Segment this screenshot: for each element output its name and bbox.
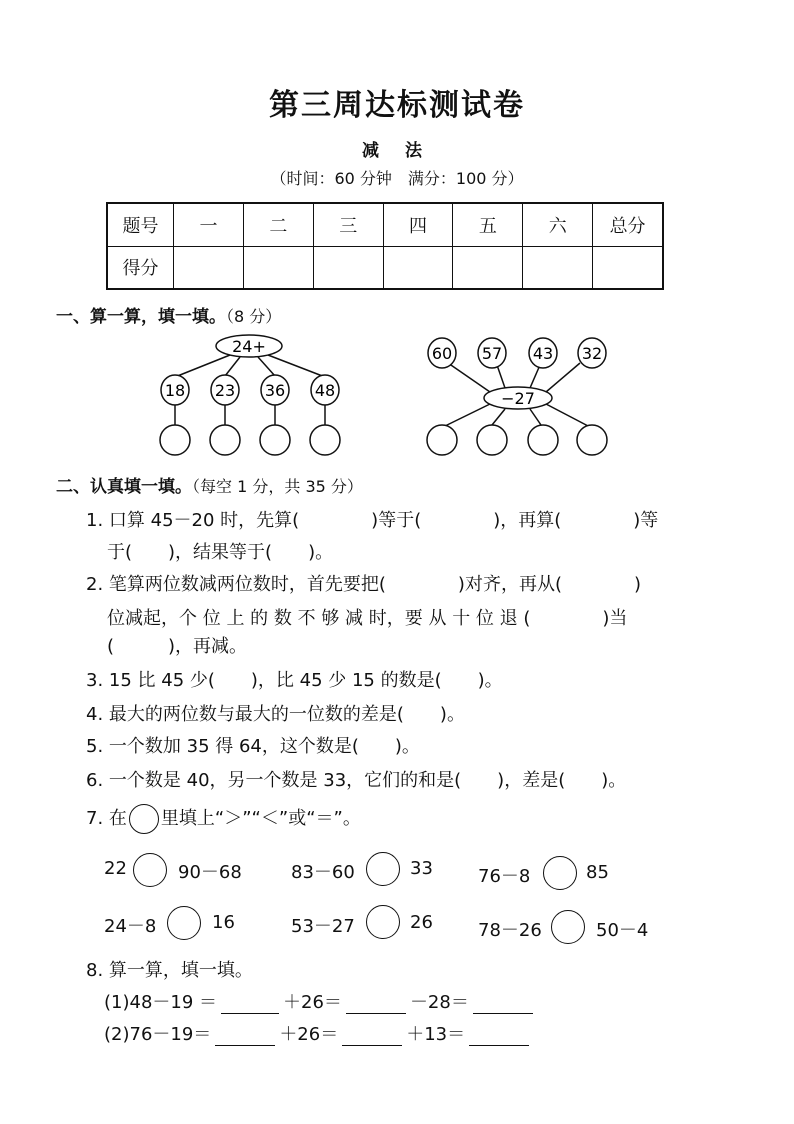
compare-left: 76－8 bbox=[478, 866, 531, 887]
score-header-cell: 五 bbox=[453, 203, 523, 246]
input-number: 57 bbox=[481, 344, 503, 363]
question-6: 6. 一个数是 40，另一个数是 33，它们的和是( )，差是( )。 bbox=[86, 770, 627, 791]
answer-circle[interactable] bbox=[210, 425, 240, 455]
section1-heading-text: 一、算一算，填一填。 bbox=[56, 307, 226, 327]
answer-circle[interactable] bbox=[160, 425, 190, 455]
compare-circle[interactable] bbox=[133, 853, 167, 887]
compare-circle[interactable] bbox=[551, 910, 585, 944]
answer-circle[interactable] bbox=[577, 425, 607, 455]
question-7 bbox=[86, 804, 361, 834]
score-header-cell: 六 bbox=[523, 203, 593, 246]
answer-circle[interactable] bbox=[310, 425, 340, 455]
section1-points: （8 分） bbox=[226, 307, 282, 326]
question-2-line3: ( )，再减。 bbox=[107, 636, 248, 657]
score-header-cell: 二 bbox=[243, 203, 313, 246]
operator-label: −27 bbox=[501, 389, 535, 408]
input-number: 60 bbox=[431, 344, 453, 363]
compare-left: 78－26 bbox=[478, 920, 542, 941]
calc-expression: (2)76－19＝ bbox=[104, 1024, 212, 1045]
calc-operation: ＋13＝ bbox=[406, 1024, 466, 1045]
input-number: 32 bbox=[581, 344, 603, 363]
answer-blank[interactable] bbox=[221, 995, 279, 1014]
question-8: 8. 算一算，填一填。 bbox=[86, 960, 253, 981]
answer-circle[interactable] bbox=[427, 425, 457, 455]
input-number: 36 bbox=[264, 381, 286, 400]
operator-label: 24+ bbox=[232, 337, 266, 356]
page-subtitle: 减 法 bbox=[362, 141, 432, 161]
compare-left: 53－27 bbox=[291, 916, 355, 937]
input-number: 48 bbox=[314, 381, 336, 400]
calc-operation: －28＝ bbox=[409, 992, 469, 1013]
calc-row-2 bbox=[104, 1020, 533, 1046]
input-number: 23 bbox=[214, 381, 236, 400]
compare-circle[interactable] bbox=[167, 906, 201, 940]
compare-circle[interactable] bbox=[366, 852, 400, 886]
question-2-line1: 2. 笔算两位数减两位数时，首先要把( )对齐，再从( ) bbox=[86, 574, 641, 595]
question-7-prefix: 7. 在 bbox=[86, 808, 127, 829]
answer-blank[interactable] bbox=[473, 995, 533, 1014]
question-4: 4. 最大的两位数与最大的一位数的差是( )。 bbox=[86, 704, 465, 725]
compare-right: 90－68 bbox=[178, 862, 242, 883]
question-7-suffix: 里填上“＞”“＜”或“＝”。 bbox=[160, 808, 361, 829]
question-2-line2: 位减起，个 位 上 的 数 不 够 减 时，要 从 十 位 退 ( )当 bbox=[107, 608, 628, 629]
answer-circle[interactable] bbox=[477, 425, 507, 455]
input-number: 18 bbox=[164, 381, 186, 400]
section2-points: （每空 1 分，共 35 分） bbox=[192, 477, 363, 496]
calc-operation: ＋26＝ bbox=[283, 992, 342, 1013]
compare-circle[interactable] bbox=[543, 856, 577, 890]
page-title: 第三周达标测试卷 bbox=[269, 88, 525, 123]
answer-circle[interactable] bbox=[260, 425, 290, 455]
compare-right: 26 bbox=[410, 912, 433, 933]
compare-circle[interactable] bbox=[366, 905, 400, 939]
score-header-cell: 三 bbox=[313, 203, 383, 246]
compare-right: 50－4 bbox=[596, 920, 649, 941]
section2-heading-text: 二、认真填一填。 bbox=[56, 477, 192, 497]
score-header-cell: 总分 bbox=[593, 203, 663, 246]
input-number: 43 bbox=[532, 344, 554, 363]
calc-expression: (1)48－19 ＝ bbox=[104, 992, 218, 1013]
compare-right: 16 bbox=[212, 912, 235, 933]
score-header-cell: 一 bbox=[174, 203, 244, 246]
answer-blank[interactable] bbox=[346, 995, 406, 1014]
score-header-cell: 四 bbox=[383, 203, 453, 246]
compare-left: 22 bbox=[104, 858, 127, 879]
question-3: 3. 15 比 45 少( )，比 45 少 15 的数是( )。 bbox=[86, 670, 503, 691]
answer-blank[interactable] bbox=[215, 1027, 275, 1046]
question-1-line2: 于( )，结果等于( )。 bbox=[107, 542, 334, 563]
circle-icon bbox=[129, 804, 159, 834]
section1-diagrams bbox=[0, 0, 794, 470]
calc-operation: ＋26＝ bbox=[279, 1024, 339, 1045]
section2-heading bbox=[56, 472, 363, 497]
question-1-line1: 1. 口算 45－20 时，先算( )等于( )，再算( )等 bbox=[86, 510, 659, 531]
score-header-cell: 题号 bbox=[107, 203, 174, 246]
calc-row-1 bbox=[104, 988, 537, 1014]
compare-left: 24－8 bbox=[104, 916, 157, 937]
answer-circle[interactable] bbox=[528, 425, 558, 455]
question-5: 5. 一个数加 35 得 64，这个数是( )。 bbox=[86, 736, 420, 757]
time-info: （时间：60 分钟 满分：100 分） bbox=[270, 169, 524, 188]
compare-right: 85 bbox=[586, 862, 609, 883]
answer-blank[interactable] bbox=[469, 1027, 529, 1046]
score-row-label: 得分 bbox=[107, 246, 174, 289]
answer-blank[interactable] bbox=[342, 1027, 402, 1046]
compare-left: 83－60 bbox=[291, 862, 355, 883]
compare-right: 33 bbox=[410, 858, 433, 879]
